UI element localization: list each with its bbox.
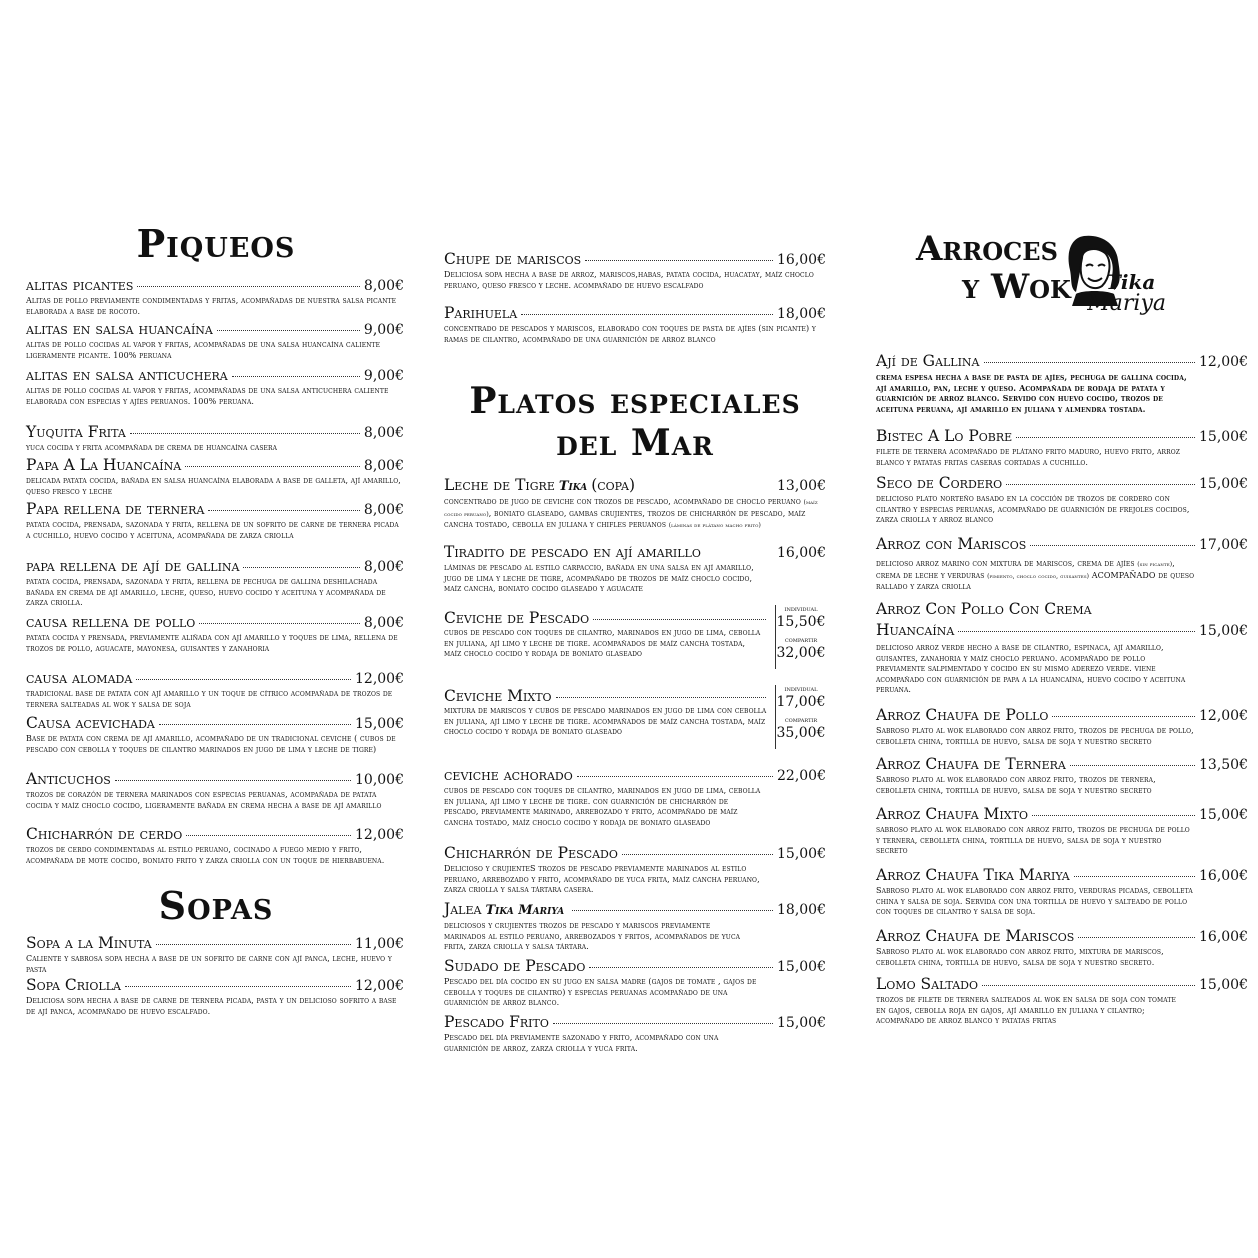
item-price: 15,00€ xyxy=(1199,623,1248,639)
item-description: trozos de corazón de ternera marinados con especias peruanas, acompañada de patata cocida y maíz choclo cocido, ligeramente bañada en crema hecha a base de ají amarillo xyxy=(26,790,382,810)
item-description: Deliciosa sopa hecha a base de arroz, mariscos,habas, patata cocida, huacatay, maíz choclo peruano, queso fresco y leche. acompañado de huevo escalfado xyxy=(444,270,814,290)
item-price: 8,00€ xyxy=(363,278,404,294)
item-description: yuca cocida y frita acompañada de crema de huancaína casera xyxy=(26,443,278,452)
item-name: Ceviche Mixto xyxy=(444,687,552,705)
item-description: patata cocida y prensada, previamente aliñada con ají amarillo y toques de lima, rellena de trozos de pollo, aguacate, mayonesa, guisantes y zanahoria xyxy=(26,633,398,653)
price-label-compartir: compartir xyxy=(784,636,818,644)
item-description: delicioso plato norteño basado en la cocción de trozos de cordero con cilantro y especias peruanas, acompañado de guarnición de frejoles cocidos, zarza criolla y arroz blanco xyxy=(876,494,1190,525)
menu-item xyxy=(876,866,1248,918)
item-name: Ceviche de Pescado xyxy=(444,609,590,627)
item-price: 16,00€ xyxy=(777,252,826,268)
item-name: causa alomada xyxy=(26,669,133,687)
menu-item xyxy=(444,543,826,595)
price-label-individual: individual xyxy=(784,605,818,613)
tika-mariya-logo-script: Tika Mariya xyxy=(485,903,565,918)
item-name: Chicharrón de Pescado xyxy=(444,844,618,862)
item-description: láminas de pescado al estilo carpaccio, bañada en una salsa en ají amarillo, jugo de lima y leche de tigre, acompañado de trozos de maíz choclo cocido, maíz cancha, boniato cocido glaseado y aguacate xyxy=(444,563,754,594)
item-name: alitas picantes xyxy=(26,276,134,294)
price-split xyxy=(775,685,826,749)
price-compartir: 35,00€ xyxy=(776,725,826,741)
item-description: Deliciosa sopa hecha a base de carne de ternera picada, pasta y un delicioso sofrito a base de ají panca, acompañado de huevo escalfado. xyxy=(26,996,397,1016)
item-price: 8,00€ xyxy=(363,559,404,575)
item-price: 10,00€ xyxy=(355,772,404,788)
logo-text-tika: Tika xyxy=(1106,270,1156,294)
menu-item xyxy=(876,927,1248,968)
menu-item xyxy=(444,605,826,661)
menu-item xyxy=(26,500,404,541)
item-name: Leche de Tigre xyxy=(444,476,555,494)
menu-item xyxy=(26,366,404,407)
menu-item xyxy=(876,706,1248,747)
section-title-sopas: Sopas xyxy=(158,883,274,928)
item-description: Pescado del día cocido en su jugo en salsa madre (gajos de tomate , gajos de cebolla y toques de cilantro) y especias peruanas acompañado de una guarnición de arroz blanco. xyxy=(444,977,757,1008)
item-price: 12,00€ xyxy=(355,671,404,687)
menu-item xyxy=(444,304,826,345)
item-name: Yuquita Frita xyxy=(26,423,126,441)
item-name: ceviche achorado xyxy=(444,766,573,784)
item-name: alitas en salsa anticuchera xyxy=(26,366,228,384)
item-price: 22,00€ xyxy=(777,768,826,784)
item-price: 12,00€ xyxy=(1199,354,1248,370)
item-name: Anticuchos xyxy=(26,770,111,788)
item-name: Papa A La Huancaína xyxy=(26,456,182,474)
menu-item xyxy=(26,714,404,755)
item-price: 11,00€ xyxy=(355,936,404,952)
item-price: 15,00€ xyxy=(1199,476,1248,492)
item-name: papa rellena de ají de gallina xyxy=(26,557,240,575)
item-name: Sopa a la Minuta xyxy=(26,934,152,952)
item-price: 15,00€ xyxy=(777,1015,826,1031)
item-name: Sopa Criolla xyxy=(26,976,121,994)
item-name: Arroz con Mariscos xyxy=(876,535,1027,553)
menu-item xyxy=(26,825,404,866)
menu-item xyxy=(26,770,404,811)
item-name: Sudado de Pescado xyxy=(444,957,586,975)
item-description: crema espesa hecha a base de pasta de ajíes, pechuga de gallina cocida, ají amarillo, pan, leche y queso. Acompañada de rodaja de patata y guarnición de arroz blanco. Servido con huevo cocido, trozos de aceituna peruana, ají amarillo en juliana y almendra tostada. xyxy=(876,372,1187,414)
menu-item xyxy=(444,844,826,896)
section-title-piqueos: Piqueos xyxy=(136,221,296,266)
item-name: Tiradito de pescado en ají amarillo xyxy=(444,543,701,561)
item-price: 16,00€ xyxy=(1199,929,1248,945)
item-name-line2: Huancaína xyxy=(876,621,955,639)
menu-item xyxy=(26,456,404,497)
item-name: causa rellena de pollo xyxy=(26,613,196,631)
item-price: 16,00€ xyxy=(777,545,826,561)
menu-item xyxy=(876,975,1248,1027)
item-name: Chupe de mariscos xyxy=(444,250,582,268)
item-price: 9,00€ xyxy=(363,368,404,384)
section-title-mar xyxy=(444,380,826,464)
item-description: Delicioso y crujienteS trozos de pescado previamente marinados al estilo peruano, arrebozado y frito, acompañado de yuca frita, maíz cancha peruano, zarza criolla y salsa tártara casera. xyxy=(444,864,760,895)
tika-mariya-logo xyxy=(1062,232,1166,324)
item-price: 9,00€ xyxy=(363,322,404,338)
item-price: 13,50€ xyxy=(1199,757,1248,773)
menu-item xyxy=(26,934,404,975)
section-title-arroces-line1: Arroces xyxy=(916,229,1058,269)
item-name: Ají de Gallina xyxy=(876,352,980,370)
price-label-compartir: compartir xyxy=(784,716,818,724)
item-name-suffix: (copa) xyxy=(591,476,636,494)
item-price: 8,00€ xyxy=(363,502,404,518)
item-name: Arroz Chaufa de Ternera xyxy=(876,755,1066,773)
item-name: Chicharrón de cerdo xyxy=(26,825,183,843)
menu-item xyxy=(444,957,826,1009)
menu-item xyxy=(876,600,1248,696)
section-title-arroces-line2: y Wok xyxy=(962,267,1071,307)
menu-item xyxy=(876,805,1248,857)
price-individual: 17,00€ xyxy=(776,694,826,710)
item-description: Caliente y sabrosa sopa hecha a base de un sofrito de carne con ají panca, leche, huevo y pasta xyxy=(26,954,392,974)
price-label-individual: individual xyxy=(784,685,818,693)
item-name: Bistec A Lo Pobre xyxy=(876,427,1013,445)
menu-item xyxy=(444,476,826,532)
item-name: alitas en salsa huancaína xyxy=(26,320,213,338)
item-price: 16,00€ xyxy=(1199,868,1248,884)
menu-item xyxy=(26,976,404,1017)
item-price: 18,00€ xyxy=(777,306,826,322)
item-name: Arroz Chaufa de Mariscos xyxy=(876,927,1075,945)
tika-logo-script: Tika xyxy=(558,479,588,494)
item-description: cubos de pescado con toques de cilantro, marinados en jugo de lima, cebolla en juliana, ají limo y leche de tigre. acompañados de maíz cancha tostada, maíz choclo cocido y rodaja de boniato glaseado xyxy=(444,628,761,659)
item-price: 15,00€ xyxy=(1199,807,1248,823)
item-description: cubos de pescado con toques de cilantro, marinados en jugo de lima, cebolla en juliana, ají limo y leche de tigre. con guarnición de chicharrón de pescado, previamente marinado, arrebozado y frito, acompañado de maíz cancha tostado, maíz choclo cocido y rodaja de boniato glaseado xyxy=(444,786,761,827)
item-description: Alitas de pollo previamente condimentadas y fritas, acompañadas de nuestra salsa picante elaborada a base de rocoto. xyxy=(26,296,397,316)
menu-item xyxy=(444,250,826,291)
item-name: Lomo Saltado xyxy=(876,975,979,993)
item-description: Sabroso plato al wok elaborado con arroz frito, mixtura de mariscos, cebolleta china, tortilla de huevo, salsa de soja y nuestro secreto. xyxy=(876,947,1164,967)
item-name: Papa rellena de ternera xyxy=(26,500,205,518)
item-description: alitas de pollo cocidas al vapor y fritas, acompañadas de una salsa huancaína caliente ligeramente picante. 100% peruana xyxy=(26,340,381,360)
menu-item xyxy=(444,766,826,828)
item-description: trozos de cerdo condimentadas al estilo peruano, cocinado a fuego medio y frito, acompañada de mote cocido, boniato frito y zarza criolla con un toque de hierbabuena. xyxy=(26,845,385,865)
item-name: Arroz Chaufa de Pollo xyxy=(876,706,1049,724)
item-description: delicioso arroz marino con mixtura de mariscos, crema de ajíes (sin picante), crema de leche y verduras (pimiento, choclo cocido, guisantes) ACOMPAÑADO de queso rallado y zarza criolla xyxy=(876,559,1195,592)
item-price: 17,00€ xyxy=(1199,537,1248,553)
menu-item xyxy=(876,755,1248,796)
item-description: delicada patata cocida, bañada en salsa huancaína elaborada a base de galleta, ají amarillo, queso fresco y leche xyxy=(26,476,401,496)
item-name: Causa acevichada xyxy=(26,714,155,732)
item-price: 8,00€ xyxy=(363,615,404,631)
menu-item xyxy=(26,276,404,317)
menu-item xyxy=(26,320,404,361)
item-name: Seco de Cordero xyxy=(876,474,1003,492)
item-description: concentrado de pescados y mariscos, elaborado con toques de pasta de ajíes (sin picante) y ramas de cilantro, acompañado de una guarnición de arroz blanco xyxy=(444,324,816,344)
logo-text-mariya: Mariya xyxy=(1087,291,1166,316)
item-price: 8,00€ xyxy=(363,458,404,474)
menu-item xyxy=(26,613,404,654)
item-name: Pescado Frito xyxy=(444,1013,549,1031)
item-name: Arroz Chaufa Mixto xyxy=(876,805,1028,823)
item-name: Arroz Con Pollo Con Crema xyxy=(876,600,1092,618)
item-price: 18,00€ xyxy=(777,902,826,918)
item-price: 12,00€ xyxy=(355,978,404,994)
menu-item xyxy=(26,423,404,454)
item-price: 13,00€ xyxy=(777,478,826,494)
menu-item xyxy=(444,900,826,953)
item-description: patata cocida, prensada, sazonada y frita, rellena de un sofrito de carne de ternera picada a cuchillo, huevo cocido y aceituna, acompañada de zarza criolla xyxy=(26,520,399,540)
item-price: 15,00€ xyxy=(777,846,826,862)
item-description: Sabroso plato al wok elaborado con arroz frito, verduras picadas, cebolleta china y salsa de soja. Servida con una tortilla de huevo y salteado de pollo con toques de cilantro y salsa de soja. xyxy=(876,886,1193,917)
section-title-line1: Platos especiales xyxy=(469,380,801,422)
item-description: mixtura de mariscos y cubos de pescado marinados en jugo de lima con cebolla en juliana, ají limo y leche de tigre. acompañados de maíz cancha tostada, maíz choclo cocido y rodaja de boniato glaseado xyxy=(444,706,767,737)
item-description: delicioso arroz verde hecho a base de cilantro, espinaca, ají amarillo, guisantes, zanahoria y maíz choclo peruano. acompañado de pollo previamente salpimentado y cocido en su mismo aderezo verde. viene acompañado con guarnición de papa a la huancaína, huevo cocido y aceituna peruana. xyxy=(876,643,1186,695)
menu-item xyxy=(444,685,826,741)
item-description: tradicional base de patata con ají amarillo y un toque de cítrico acompañada de trozos de ternera salteadas al wok y salsa de soja xyxy=(26,689,393,709)
item-description: alitas de pollo cocidas al vapor y fritas, acompañadas de una salsa anticuchera caliente elaborada con especias y ajíes peruanos. 100% peruana. xyxy=(26,386,389,406)
item-description: trozos de filete de ternera salteados al wok en salsa de soja con tomate en gajos, cebolla roja en gajos, ají amarillo en juliana y cilantro; acompañado de arroz blanco y patatas fritas xyxy=(876,995,1176,1026)
menu-item xyxy=(444,1013,826,1054)
menu-item xyxy=(26,669,404,710)
item-price: 8,00€ xyxy=(363,425,404,441)
item-name: Arroz Chaufa Tika Mariya xyxy=(876,866,1070,884)
item-description: concentrado de jugo de ceviche con trozos de pescado, acompañado de choclo peruano (maíz cocido peruano), boniato glaseado, gambas crujientes, trozos de chicharrón de pescado, maíz cancha tostado, cebolla en juliana y chifles peruanos (láminas de plátano macho frito) xyxy=(444,497,818,530)
item-price: 12,00€ xyxy=(355,827,404,843)
item-description: deliciosos y crujientes trozos de pescado y mariscos previamente marinados al estilo peruano, arrebozados y fritos, acompañados de yuca frita, zarza criolla y salsa tártara. xyxy=(444,921,741,952)
menu-item xyxy=(876,535,1248,593)
item-description: Base de patata con crema de ají amarillo, acompañado de un tradicional ceviche ( cubos de pescado con cebolla y toques de cilantro marinados en jugo de lima y leche de tigre) xyxy=(26,734,396,754)
item-description: patata cocida, prensada, sazonada y frita, rellena de pechuga de gallina deshilachada bañada en crema de ají amarillo, leche, queso, huevo cocido y aceituna y acompañada de zarza criolla. xyxy=(26,577,386,608)
item-description: Sabroso plato al wok elaborado con arroz frito, trozos de ternera, cebolleta china, tortilla de huevo, salsa de soja y nuestro secreto xyxy=(876,775,1156,795)
item-name: Jalea xyxy=(444,900,482,918)
section-title-line2: del Mar xyxy=(556,422,714,464)
item-price: 15,00€ xyxy=(355,716,404,732)
menu-item xyxy=(876,352,1248,414)
item-price: 12,00€ xyxy=(1199,708,1248,724)
price-individual: 15,50€ xyxy=(776,614,826,630)
item-description: filete de ternera acompañado de plátano frito maduro, huevo frito, arroz blanco y patatas fritas caseras cortadas a cuchillo. xyxy=(876,447,1181,467)
menu-item xyxy=(876,427,1248,468)
item-name: Parihuela xyxy=(444,304,518,322)
menu-item xyxy=(26,557,404,609)
price-compartir: 32,00€ xyxy=(776,645,826,661)
item-price: 15,00€ xyxy=(1199,429,1248,445)
item-description: Pescado del día previamente sazonado y frito, acompañado con una guarnición de arroz, zarza criolla y yuca frita. xyxy=(444,1033,719,1053)
menu-item xyxy=(876,474,1248,526)
item-description: sabroso plato al wok elaborado con arroz frito, trozos de pechuga de pollo y ternera, cebolleta china, tortilla de huevo, salsa de soja y nuestro secreto xyxy=(876,825,1190,856)
item-price: 15,00€ xyxy=(1199,977,1248,993)
item-price: 15,00€ xyxy=(777,959,826,975)
item-description: Sabroso plato al wok elaborado con arroz frito, trozos de pechuga de pollo, cebolleta china, tortilla de huevo, salsa de soja y nuestro secreto xyxy=(876,726,1194,746)
price-split xyxy=(775,605,826,669)
